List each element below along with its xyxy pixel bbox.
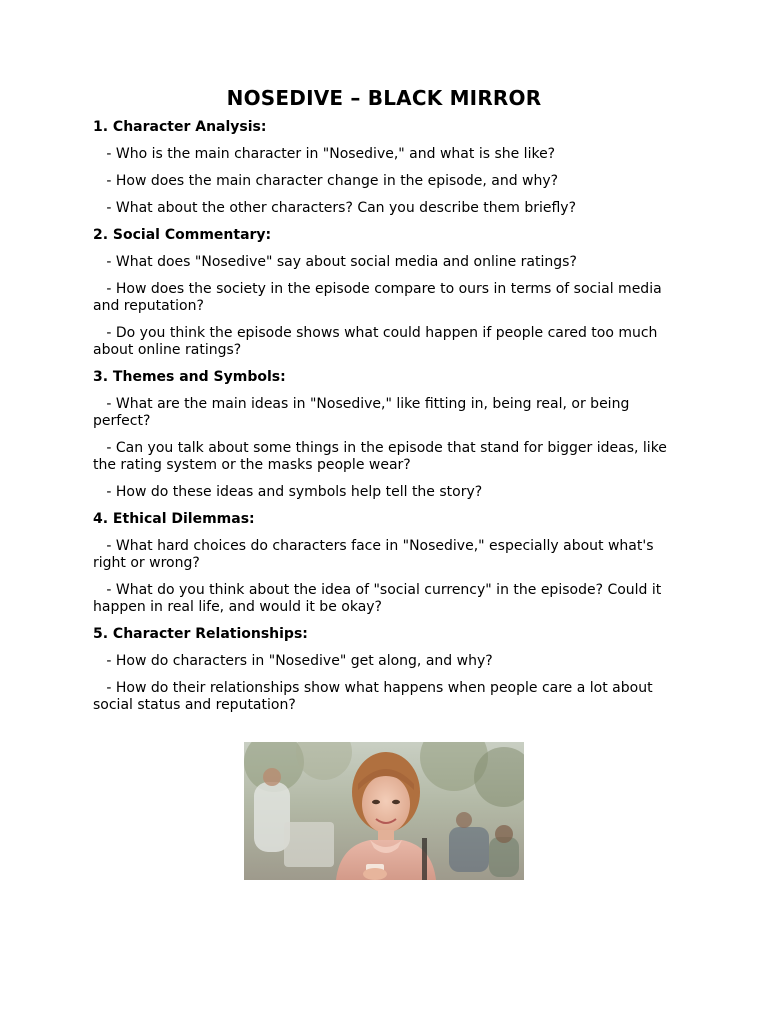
section-heading: 1. Character Analysis: (93, 119, 267, 135)
question-item: - How does the society in the episode compare to ours in terms of social media and reputation? (93, 281, 667, 314)
question-item: - Who is the main character in "Nosedive," and what is she like? (93, 146, 556, 162)
section-heading: 3. Themes and Symbols: (93, 369, 286, 385)
question-item: - How do characters in "Nosedive" get along, and why? (93, 653, 493, 669)
question-item: - Do you think the episode shows what could happen if people cared too much about online ratings? (93, 325, 662, 358)
section-character-relationships (93, 626, 678, 714)
section-ethical-dilemmas (93, 511, 678, 616)
document-body (93, 119, 678, 724)
question-item: - Can you talk about some things in the episode that stand for bigger ideas, like the rating system or the masks people wear? (93, 440, 672, 473)
question-item: - How do these ideas and symbols help tell the story? (93, 484, 483, 500)
document-title: NOSEDIVE – BLACK MIRROR (226, 86, 542, 110)
question-item: - What do you think about the idea of "social currency" in the episode? Could it happen in real life, and would it be okay? (93, 582, 666, 615)
section-heading: 4. Ethical Dilemmas: (93, 511, 255, 527)
section-social-commentary (93, 227, 678, 359)
question-item: - How does the main character change in the episode, and why? (93, 173, 559, 189)
question-item: - What are the main ideas in "Nosedive," like fitting in, being real, or being perfect? (93, 396, 634, 429)
episode-still-image (244, 742, 524, 880)
question-item: - What hard choices do characters face in "Nosedive," especially about what's right or wrong? (93, 538, 658, 571)
section-character-analysis (93, 119, 678, 217)
section-heading: 5. Character Relationships: (93, 626, 308, 642)
question-item: - What does "Nosedive" say about social media and online ratings? (93, 254, 577, 270)
question-item: - What about the other characters? Can you describe them briefly? (93, 200, 577, 216)
section-themes-and-symbols (93, 369, 678, 501)
section-heading: 2. Social Commentary: (93, 227, 272, 243)
question-item: - How do their relationships show what happens when people care a lot about social status and reputation? (93, 680, 658, 713)
